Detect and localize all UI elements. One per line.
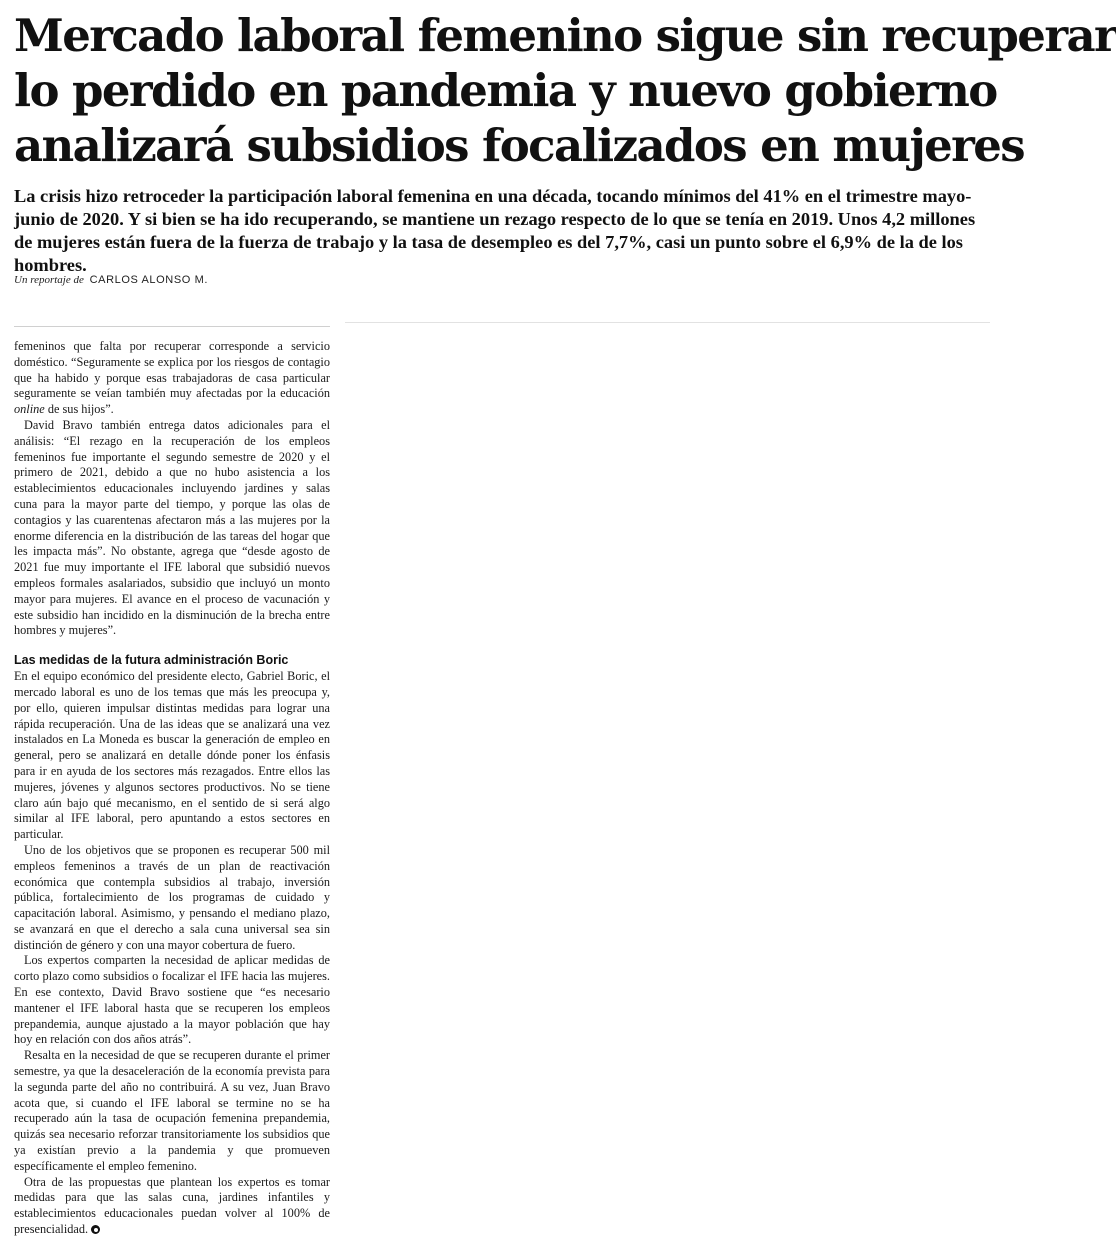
headline-line-1: Mercado laboral femenino sigue sin recuperar — [14, 9, 1116, 62]
body-text: Otra de las propuestas que plantean los expertos es tomar medidas para que las salas cuna, jardines infantiles y establecimientos educacionales puedan volver al 100% de presencialidad. — [14, 1174, 330, 1237]
byline — [14, 274, 208, 286]
body-paragraph: David Bravo también entrega datos adicionales para el análisis: “El rezago en la recuperación de los empleos femeninos fue importante el segundo semestre de 2020 y el primero de 2021, debido a que no hubo asistencia a los establecimientos educacionales incluyendo jardines y salas cuna para la mayor parte del tiempo, y porque las olas de contagios y las cuarentenas afectaron más a las mujeres por la enorme diferencia en la distribución de las tareas del hogar que les impacta más”. No obstante, agrega que “desde agosto de 2021 fue muy importante el IFE laboral que subsidió nuevos empleos formales asalariados, subsidio que incluyó un monto mayor para mujeres. El avance en el proceso de vacunación y este subsidio han incidido en la disminución de la brecha entre hombres y mujeres”. — [14, 417, 330, 638]
end-of-article-icon — [91, 1225, 100, 1234]
body-emphasis: online — [14, 402, 45, 417]
body-text: femeninos que falta por recuperar corresponde a servicio doméstico. “Seguramente se explica por los riesgos de contagio que ha habido y porque esas trabajadoras de casa particular seguramente se veían también muy afectadas por la educación — [14, 339, 330, 401]
body-paragraph — [14, 339, 330, 418]
lede: La crisis hizo retroceder la participación laboral femenina en una década, tocando mínimos del 41% en el trimestre mayo-junio de 2020. Y si bien se ha ido recuperando, se mantiene un rezago respecto de lo que se tenía en 2019. Unos 4,2 millones de mujeres están fuera de la fuerza de trabajo y la tasa de desempleo es del 7,7%, casi un punto sobre el 6,9% de la de los hombres. — [14, 186, 976, 275]
column-divider — [14, 326, 330, 327]
headline — [14, 8, 1116, 173]
section-divider — [345, 322, 990, 323]
headline-line-3: analizará subsidios focalizados en mujeres — [14, 119, 1025, 172]
body-paragraph: Los expertos comparten la necesidad de aplicar medidas de corto plazo como subsidios o focalizar el IFE hacia las mujeres. En ese contexto, David Bravo sostiene que “es necesario mantener el IFE laboral hasta que se recuperen los empleos prepandemia, aunque ajustado a la mayor población que hay hoy en relación con dos años atrás”. — [14, 953, 330, 1047]
byline-author: CARLOS ALONSO M. — [89, 274, 209, 286]
body-paragraph — [14, 1175, 330, 1238]
headline-line-2: lo perdido en pandemia y nuevo gobierno — [14, 64, 997, 117]
byline-prefix: Un reportaje de — [14, 274, 84, 286]
body-paragraph: Uno de los objetivos que se proponen es recuperar 500 mil empleos femeninos a través de un plan de reactivación económica que contempla subsidios al trabajo, inversión pública, fortalecimiento de los programas de cuidado y capacitación laboral. Asimismo, y pensando el mediano plazo, se avanzará en que el derecho a sala cuna universal sea sin distinción de género y con una mayor cobertura de fuero. — [14, 842, 330, 952]
body-paragraph: En el equipo económico del presidente electo, Gabriel Boric, el mercado laboral es uno de los temas que más les preocupa y, por ello, quieren impulsar distintas medidas para lograr una rápida recuperación. Una de las ideas que se analizará una vez instalados en La Moneda es buscar la generación de empleo en general, pero se analizará en detalle dónde poner los énfasis para ir en ayuda de los sectores más rezagados. Entre ellos las mujeres, jóvenes y algunos sectores productivos. No se tiene claro aún bajo qué mecanismo, en el sentido de si será algo similar al IFE laboral, pero apuntando a estos sectores en particular. — [14, 669, 330, 842]
article-body — [14, 339, 330, 1238]
body-text: de sus hijos”. — [44, 402, 114, 417]
subheading: Las medidas de la futura administración Boric — [14, 653, 289, 668]
body-paragraph: Resalta en la necesidad de que se recuperen durante el primer semestre, ya que la desaceleración de la economía prevista para la segunda parte del año no contribuirá. A su vez, Juan Bravo acota que, si cuando el IFE laboral se termine no se ha recuperado aún la tasa de ocupación femenina prepandemia, quizás sea necesario reforzar transitoriamente los subsidios que ya existían previo a la pandemia y que promueven específicamente el empleo femenino. — [14, 1048, 330, 1173]
